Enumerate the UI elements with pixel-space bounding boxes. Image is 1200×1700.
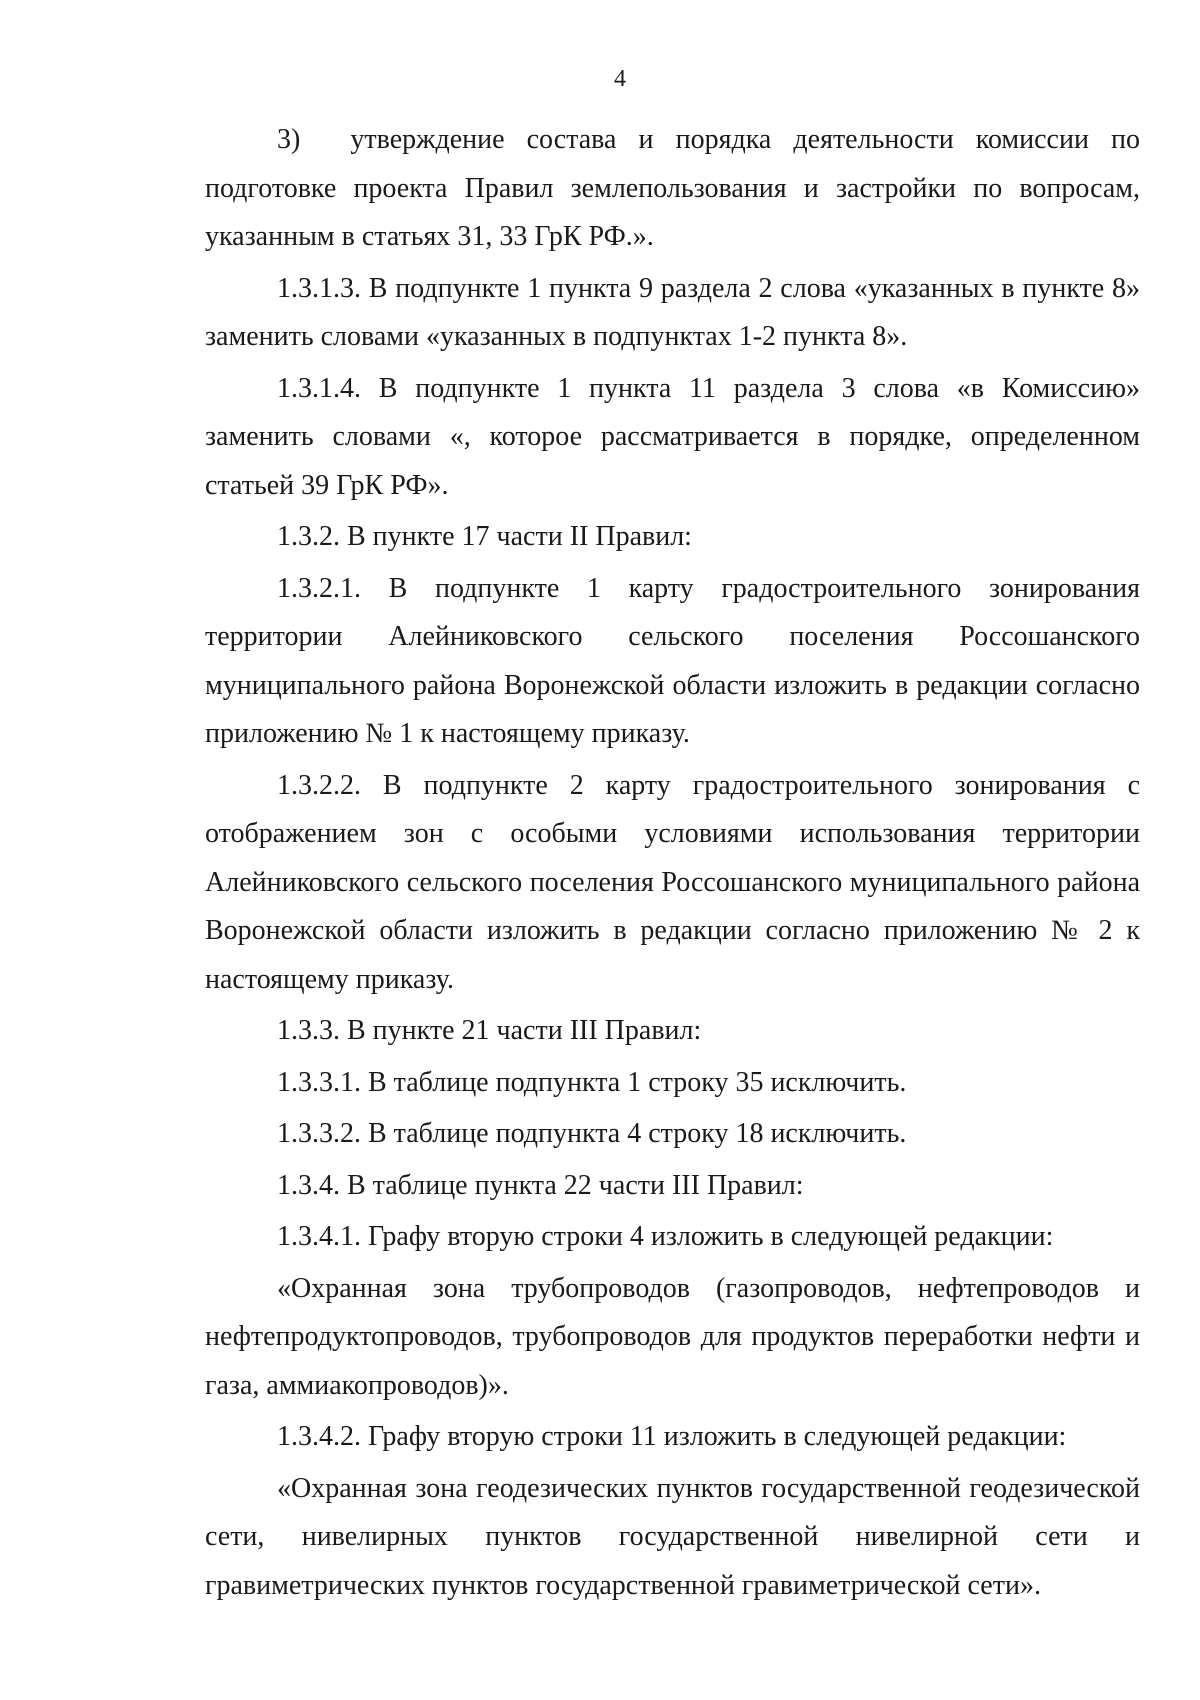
paragraph-1-3-2: 1.3.2. В пункте 17 части II Правил: xyxy=(277,521,692,552)
paragraph-1-3-3-2: 1.3.3.2. В таблице подпункта 4 строку 18 исключить. xyxy=(277,1118,907,1149)
page-number: 4 xyxy=(614,66,626,92)
paragraph-1-3-4-2: 1.3.4.2. Графу вторую строки 11 изложить в следующей редакции: xyxy=(277,1421,1067,1452)
paragraph-commission-approval: 3) утверждение состава и порядка деятельности комиссии по подготовке проекта Правил землепользования и застройки по вопросам, указанным в статьях 31, 33 ГрК РФ.». xyxy=(205,124,1140,252)
paragraph-1-3-4-1: 1.3.4.1. Графу вторую строки 4 изложить в следующей редакции: xyxy=(277,1221,1054,1252)
paragraph-1-3-3: 1.3.3. В пункте 21 части III Правил: xyxy=(277,1015,702,1046)
paragraph-1-3-4: 1.3.4. В таблице пункта 22 части III Правил: xyxy=(277,1169,804,1201)
quote-pipeline-protection-zone: «Охранная зона трубопроводов (газопроводов, нефтепроводов и нефтепродуктопроводов, трубопроводов для продуктов переработки нефти и газа, аммиакопроводов)». xyxy=(205,1272,1140,1401)
quote-geodetic-protection-zone: «Охранная зона геодезических пунктов государственной геодезической сети, нивелирных пунктов государственной нивелирной сети и гравиметрических пунктов государственной гравиметрической сети». xyxy=(205,1472,1140,1601)
paragraph-1-3-3-1: 1.3.3.1. В таблице подпункта 1 строку 35 исключить. xyxy=(277,1066,907,1098)
paragraph-1-3-1-3: 1.3.1.3. В подпункте 1 пункта 9 раздела 2 слова «указанных в пункте 8» заменить словами «указанных в подпунктах 1-2 пункта 8». xyxy=(205,272,1140,352)
paragraph-1-3-2-2: 1.3.2.2. В подпункте 2 карту градостроительного зонирования с отображением зон с особыми условиями использования территории Алейниковского сельского поселения Россошанского муниципального района Воронежской области изложить в редакции согласно приложению № 2 к настоящему приказу. xyxy=(205,769,1140,995)
document-body xyxy=(205,116,1140,1613)
paragraph-1-3-1-4: 1.3.1.4. В подпункте 1 пункта 11 раздела 3 слова «в Комиссию» заменить словами «, которое рассматривается в порядке, определенном статьей 39 ГрК РФ». xyxy=(205,372,1140,501)
paragraph-1-3-2-1: 1.3.2.1. В подпункте 1 карту градостроительного зонирования территории Алейниковского сельского поселения Россошанского муниципального района Воронежской области изложить в редакции согласно приложению № 1 к настоящему приказу. xyxy=(205,572,1140,749)
